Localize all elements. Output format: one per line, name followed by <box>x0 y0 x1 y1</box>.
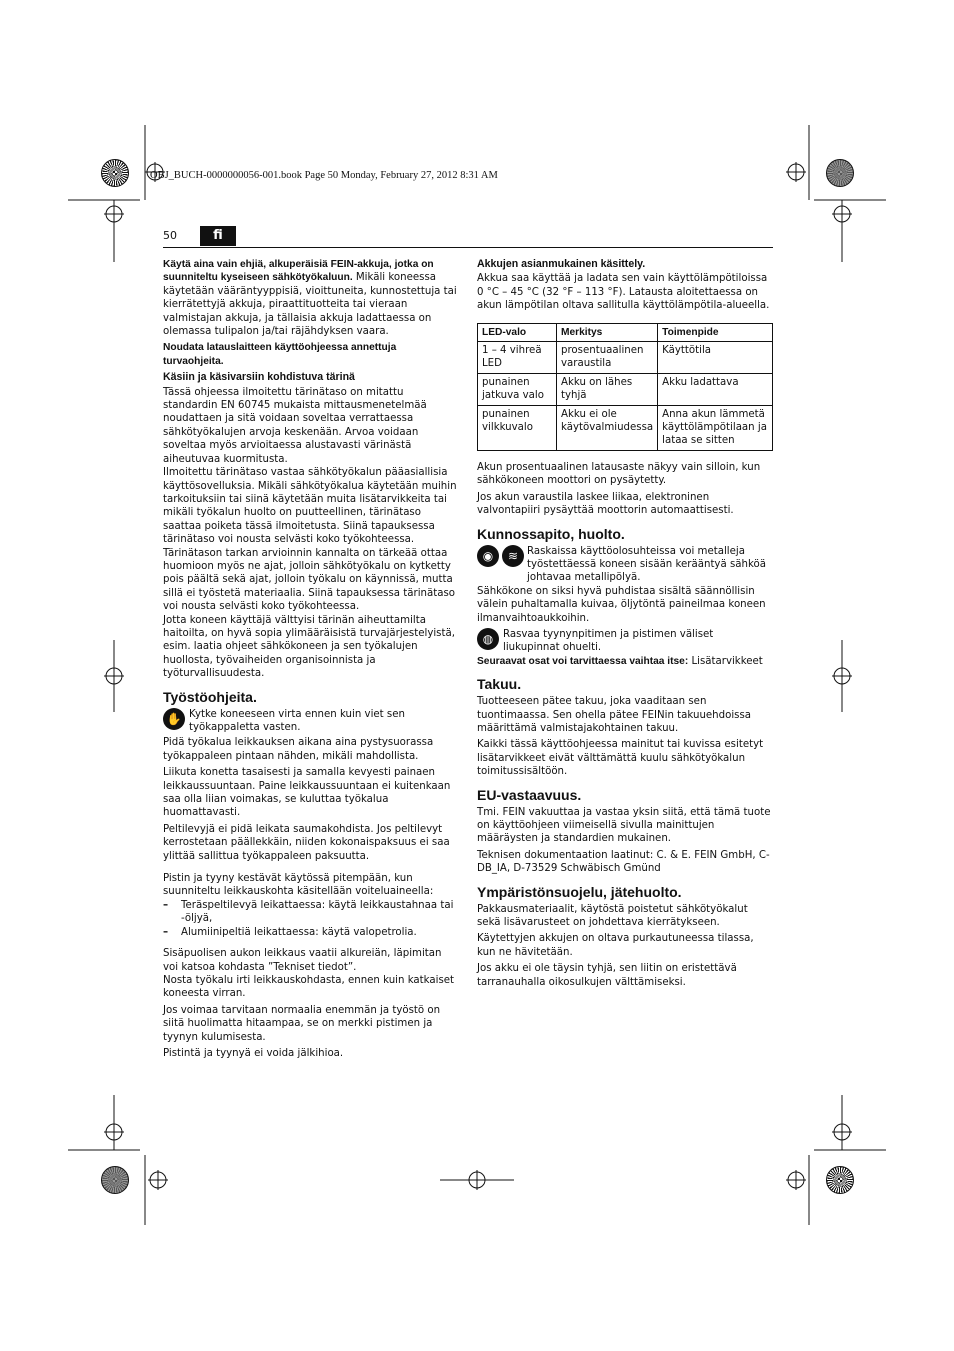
left-column <box>163 258 458 1063</box>
table-row <box>478 342 773 374</box>
spare-parts-note: Seuraavat osat voi tarvittaessa vaihtaa itse: Lisätarvikkeet <box>477 655 763 667</box>
table-cell: Anna akun lämmetä käyttölämpötilaan ja lataa se sitten <box>658 405 773 450</box>
warranty-heading: Takuu. <box>477 676 522 693</box>
lubricate-icon: ◍ <box>477 628 499 650</box>
battery-handling-heading: Akkujen asianmukainen käsittely. <box>477 258 646 270</box>
work-icon-row: ✋ Kytke koneeseen virta ennen kuin viet sen työkappaletta vasten. <box>163 708 458 735</box>
eu-paragraph-1: Tmi. FEIN vakuuttaa ja vastaa yksin siitä, että tämä tuote on käyttöohjeen viimeisellä sivulla mainittujen määräysten ja standardien mukainen. <box>477 806 771 845</box>
work-paragraph-7: Jos voimaa tarvitaan normaalia enemmän ja työstö on siitä huolimatta hitaampaa, se on merkki pistimen ja tyynyn kulumisesta. <box>163 1004 441 1043</box>
maintenance-heading: Kunnossapito, huolto. <box>477 525 625 542</box>
maintenance-icon-row: ◉ ≋ Raskaissa käyttöolosuhteissa voi metalleja työstettäessä koneen sisään kerääntyä sähköä johtavaa metallipölyä. <box>477 545 772 585</box>
work-paragraph-5: Sisäpuolisen aukon leikkaus vaatii alkureiän, läpimitan voi katsoa kohdasta ”Tekniset tiedot”. <box>163 948 442 973</box>
table-cell: Akku on lähes tyhjä <box>557 373 658 405</box>
list-item: – Teräspeltilevyä leikattaessa: käytä leikkaustahnaa tai -öljyä, <box>163 899 454 925</box>
work-paragraph-3: Peltilevyjä ei pidä leikata saumakohdista. Jos peltilevyt kerrostetaan päällekkäin, niiden kokonaispaksuus ei saa ylittää sallittua työkappaleen paksuutta. <box>163 823 450 862</box>
warranty-paragraph-1: Tuotteeseen pätee takuu, joka vaaditaan sen tuontimaassa. Sen ohella pätee FEINin takuuehdoissa määrittämä valmistajakohtainen takuu. <box>477 696 752 734</box>
registration-sunburst-bottom-left <box>101 1166 129 1194</box>
page-number: 50 <box>163 229 177 242</box>
work-paragraph-2: Liikuta konetta tasaisesti ja samalla kevyesti painaen leikkaussuuntaan. Paine leikkaussuuntaan ei kuitenkaan saa olla liian voimakas, se kuluttaa työkalua huomattavasti. <box>163 767 451 819</box>
right-column <box>477 258 772 992</box>
language-badge: fi <box>200 226 236 246</box>
goggles-icon: ◉ <box>477 545 499 567</box>
registration-sunburst-top-right <box>826 159 854 187</box>
lubricate-row: ◍ Rasvaa tyynynpitimen ja pistimen väliset liukupinnat ohuelti. <box>477 628 772 655</box>
environment-paragraph-2: Käytettyjen akkujen on oltava purkautuneessa tilassa, kun ne hävitetään. <box>477 933 754 958</box>
vibration-paragraph: Tässä ohjeessa ilmoitettu tärinätaso on mitattu standardin EN 60745 mukaista mittausmenetelmää noudattaen ja sitä voidaan soveltaa verrattaessa sähkötyökalujen arvoja keskenään. Arvoa voidaan soveltaa myös arvioitaessa alustavasti värinästä aiheutuvaa kuormitusta. Ilmoitettu tärinätaso vastaa sähkötyökalun pääasiallisia käyttösovelluksia. Mikäli sähkötyökalua käytetään muihin tarkoituksiin tai siinä käytetään muita lisätarvikkeita tai mikäli työkalun huolto on puutteellinen, tärinätaso saattaa poiketa tässä ilmoitetusta. Siinä tapauksessa tärinätaso voi nousta selvästi koko työkohteessa. Tärinätason tarkan arvioinnin kannalta on tärkeää ottaa huomioon myös ne ajat, jolloin sähkötyökalu on kytketty pois päältä sekä ajat, jolloin työkalu on käynnissä, mutta sillä ei työstetä materiaalia. Siinä tapauksessa tärinätaso voi nousta selvästi koko työkohteessa. Jotta koneen käyttäjä välttyisi tärinän aiheuttamilta haitoilta, on hyvä sopia ylimääräisistä turvajärjestelyistä, esim. laatia ohjeet sähkökoneen ja sen työkalujen huollosta, työvaiheiden organisoinnista ja työturvallisuudesta. <box>163 386 457 680</box>
table-header: LED-valo <box>478 323 557 341</box>
environment-paragraph-3: Jos akku ei ole täysin tyhjä, sen liitin on eristettävä tarranauhalla oikosulkujen välttämiseksi. <box>477 963 737 988</box>
table-cell: Akku ladattava <box>658 373 773 405</box>
registration-sunburst-top-left <box>101 159 129 187</box>
work-paragraph-4: Pistin ja tyyny kestävät käytössä pitempään, kun suunniteltu leikkauskohta käsitellään voiteluaineella: <box>163 873 434 898</box>
list-item: – Alumiinipeltiä leikattaessa: käytä valopetrolia. <box>163 926 417 938</box>
table-cell: Akku ei ole käytövalmiudessa <box>557 405 658 450</box>
header-rule <box>163 247 773 248</box>
led-table <box>477 323 773 451</box>
battery-warning: Käytä aina vain ehjiä, alkuperäisiä FEIN-akkuja, jotka on suunniteltu kyseiseen sähkötyökaluun. Mikäli koneessa käytetään vääräntyyppisiä, vioittuneita, kunnostettuja tai kierrätettyjä akkuja, piraattituotteita tai vieraan valmistajan akkuja, ja tällaisia akkuja ladattaessa on olemassa tulipalon ja/tai räjähdyksen vaara. <box>163 259 457 338</box>
hand-on-tool-icon: ✋ <box>163 708 185 730</box>
warranty-paragraph-2: Kaikki tässä käyttöohjeessa mainitut tai kuvissa esitetyt lisätarvikkeet eivät välttämättä kuulu sähkötyökalun toimitussisältöön. <box>477 739 764 778</box>
table-header: Merkitys <box>557 323 658 341</box>
table-cell: prosentuaalinen varaustila <box>557 342 658 374</box>
battery-paragraph-3: Jos akun varaustila laskee liikaa, elektroninen valvontapiiri pysäyttää moottorin automaattisesti. <box>477 491 734 517</box>
table-row <box>478 373 773 405</box>
eu-paragraph-2: Teknisen dokumentaation laatinut: C. & E. FEIN GmbH, C-DB_IA, D-73529 Schwäbisch Gmünd <box>477 849 770 875</box>
blow-air-icon: ≋ <box>502 545 524 567</box>
table-cell: punainen vilkkuvalo <box>478 405 557 450</box>
file-info-line: OBJ_BUCH-0000000056-001.book Page 50 Monday, February 27, 2012 8:31 AM <box>150 170 498 181</box>
table-header-row <box>478 323 773 341</box>
environment-heading: Ympäristönsuojelu, jätehuolto. <box>477 883 682 900</box>
table-row <box>478 405 773 450</box>
table-cell: 1 – 4 vihreä LED <box>478 342 557 374</box>
charger-note: Noudata latauslaitteen käyttöohjeessa annettuja turvaohjeita. <box>163 342 397 367</box>
eu-conformity-heading: EU-vastaavuus. <box>477 786 582 803</box>
work-instructions-heading: Työstöohjeita. <box>163 688 257 705</box>
table-header: Toimenpide <box>658 323 773 341</box>
environment-paragraph-1: Pakkausmateriaalit, käytöstä poistetut sähkötyökalut sekä lisävarusteet on johdettava kierrätykseen. <box>477 903 748 929</box>
vibration-heading: Käsiin ja käsivarsiin kohdistuva tärinä <box>163 371 355 384</box>
work-paragraph-6: Nosta työkalu irti leikkauskohdasta, ennen kuin katkaiset koneesta virran. <box>163 974 455 1000</box>
table-cell: punainen jatkuva valo <box>478 373 557 405</box>
battery-paragraph-2: Akun prosentuaalinen latausaste näkyy vain silloin, kun sähkökoneen moottori on pysäytetty. <box>477 461 761 487</box>
work-paragraph-1: Pidä työkalua leikkauksen aikana aina pystysuorassa työkappaleen pintaan nähden, mikäli mahdollista. <box>163 737 434 762</box>
battery-handling-paragraph: Akkua saa käyttää ja ladata sen vain käyttölämpötiloissa 0 °C – 45 °C (32 °F – 113 °F). Latausta aloitettaessa on akun lämpötilan oltava sallitulla käyttölämpötila-alueella. <box>477 273 770 312</box>
work-paragraph-8: Pistintä ja tyynyä ei voida jälkihioa. <box>163 1047 344 1059</box>
table-cell: Käyttötila <box>658 342 773 374</box>
registration-sunburst-bottom-right <box>826 1166 854 1194</box>
maintenance-paragraph-1b: Sähkökone on siksi hyvä puhdistaa sisältä säännöllisin välein puhaltamalla kuivaa, öljytöntä paineilmaa koneen ilmanvaihtoaukkoihin. <box>477 585 766 624</box>
